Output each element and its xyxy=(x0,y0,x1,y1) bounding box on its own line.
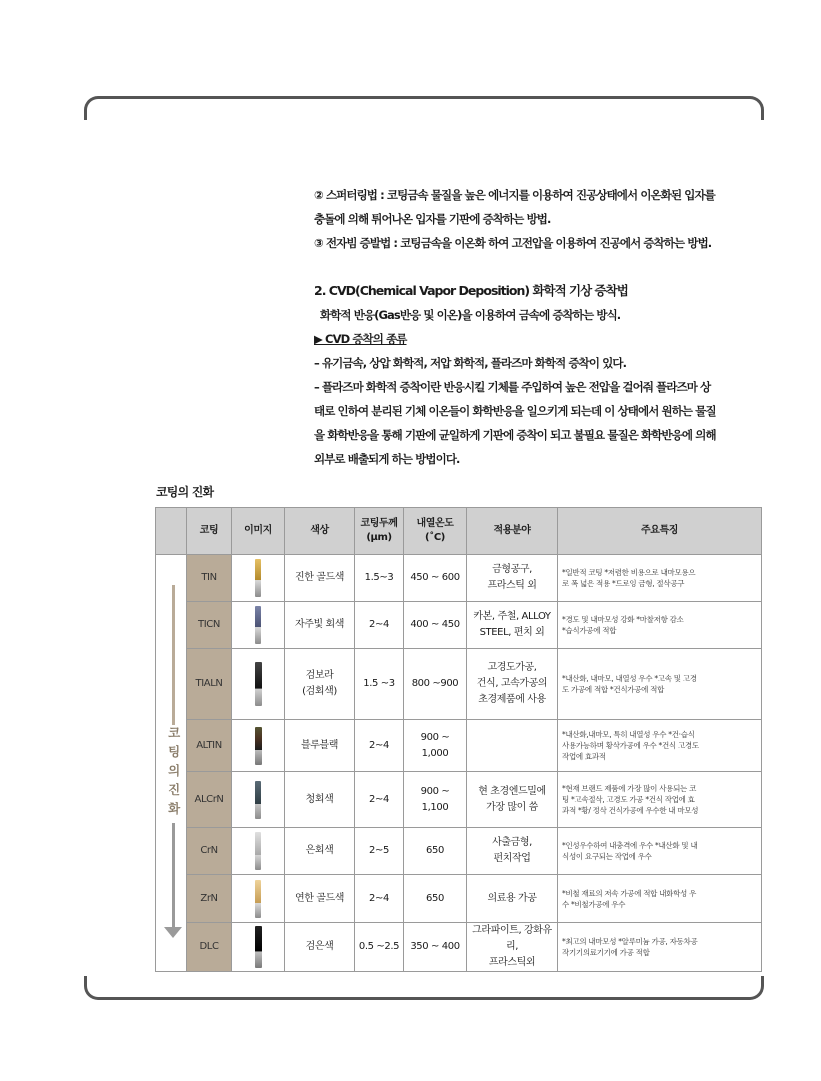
coating-color: 은회색 xyxy=(285,828,355,875)
coating-name: CrN xyxy=(187,828,232,875)
header-image: 이미지 xyxy=(232,508,285,555)
header-coating: 코팅 xyxy=(187,508,232,555)
end-mill-light-gold-icon xyxy=(255,880,261,918)
evolution-line-top xyxy=(172,585,175,725)
feat-line: *내산화,내마모, 특히 내열성 우수 *건·습식 xyxy=(562,730,695,739)
app-line: 금형공구, xyxy=(492,564,532,575)
feat-line: 수 *비철가공에 우수 xyxy=(562,899,626,909)
coating-name: DLC xyxy=(187,923,232,972)
coating-features xyxy=(558,649,762,720)
feat-line: 로 폭 넓은 적용 *드로잉 금형, 절삭공구 xyxy=(562,579,685,588)
feat-line: *인성우수하여 내충격에 우수 *내산화 및 내 xyxy=(562,841,698,850)
feat-line: 도 가공에 적합 *건식가공에 적합 xyxy=(562,685,665,694)
header-thickness-l2: (µm) xyxy=(366,532,392,543)
coating-application xyxy=(467,772,558,828)
app-line: 프라스틱외 xyxy=(488,957,536,968)
end-mill-black-icon xyxy=(255,662,262,706)
end-mill-blue-black-icon xyxy=(255,727,262,765)
feat-line: *현재 브랜드 제품에 가장 많이 사용되는 코 xyxy=(562,784,697,793)
coating-application xyxy=(467,649,558,720)
app-line: 프라스틱 외 xyxy=(487,580,537,591)
end-mill-silver-icon xyxy=(255,832,261,870)
coating-features xyxy=(558,772,762,828)
coating-name: TICN xyxy=(187,602,232,649)
tool-image xyxy=(232,875,285,923)
sputtering-line-1: ② 스퍼터링법 : 코팅금속 물질을 높은 에너지를 이용하여 진공상태에서 이온화된 입자를 xyxy=(314,188,715,202)
coating-application xyxy=(467,720,558,772)
cvd-types-item-2-line-1: – 플라즈마 화학적 증착이란 반응시킬 기체를 주입하여 높은 전압을 걸어줘 플라즈마 상 xyxy=(314,380,711,394)
coating-application xyxy=(467,923,558,972)
feat-line: *경도 및 내마모성 강화 *마찰저항 감소 xyxy=(562,615,684,624)
coating-application xyxy=(467,555,558,602)
coating-color xyxy=(285,649,355,720)
feat-line: 작기기의료기기에 가공 적합 xyxy=(562,948,650,957)
feat-line: 과적 *황/ 정삭 건식가공에 우수한 내 마모성 xyxy=(562,806,699,815)
tool-image xyxy=(232,555,285,602)
cvd-types-item-2-line-2: 태로 인하여 분리된 기체 이온들이 화학반응을 일으키게 되는데 이 상태에서 원하는 물질 xyxy=(314,404,716,418)
coating-color: 자주빛 회색 xyxy=(285,602,355,649)
tool-image xyxy=(232,649,285,720)
table-row xyxy=(156,828,762,875)
app-line: STEEL, 편치 외 xyxy=(479,627,545,638)
feat-line: 사용가능하며 황삭가공에 우수 *건식 고경도 xyxy=(562,741,699,750)
header-application: 적용분야 xyxy=(467,508,558,555)
color-line: (검회색) xyxy=(302,686,337,697)
frame-bottom-bracket xyxy=(84,976,764,1000)
app-line: 건식, 고속가공의 xyxy=(476,678,548,689)
coating-name: ALTIN xyxy=(187,720,232,772)
app-line: 카본, 주철, ALLOY xyxy=(473,611,551,622)
coating-features xyxy=(558,828,762,875)
coating-temp: 900 ~ 1,100 xyxy=(404,772,467,828)
app-line: 고경도가공, xyxy=(487,662,537,673)
sputtering-line-2: 충돌에 의해 튀어나온 입자를 기판에 증착하는 방법. xyxy=(314,212,551,226)
cvd-types-heading: ▶ CVD 증착의 종류 xyxy=(314,332,407,346)
feat-line: *내산화, 내마모, 내열성 우수 *고속 및 고경 xyxy=(562,674,697,683)
coating-name: TIALN xyxy=(187,649,232,720)
header-thickness xyxy=(355,508,404,555)
header-temp xyxy=(404,508,467,555)
coating-temp: 800 ~900 xyxy=(404,649,467,720)
app-line: 펀치작업 xyxy=(493,853,531,864)
evolution-label-text: 코팅의진화 xyxy=(168,725,180,816)
end-mill-blue-gray-icon xyxy=(255,781,261,819)
app-line: 가장 많이 씀 xyxy=(486,801,538,813)
arrow-down-icon xyxy=(164,927,182,938)
header-color: 색상 xyxy=(285,508,355,555)
coating-temp: 650 xyxy=(404,875,467,923)
coating-thickness: 2~4 xyxy=(355,772,404,828)
ebeam-line: ③ 전자빔 증발법 : 코팅금속을 이온화 하여 고전압을 이용하여 진공에서 증착하는 방법. xyxy=(314,236,712,250)
app-line: 초경제품에 사용 xyxy=(478,694,546,705)
color-line: 검보라 xyxy=(305,670,334,681)
coating-name: ZrN xyxy=(187,875,232,923)
coating-name: ALCrN xyxy=(187,772,232,828)
coating-thickness: 2~4 xyxy=(355,875,404,923)
header-evolution xyxy=(156,508,187,555)
tool-image xyxy=(232,720,285,772)
cvd-description: 화학적 반응(Gas반응 및 이온)을 이용하여 금속에 증착하는 방식. xyxy=(320,308,621,322)
end-mill-purple-gray-icon xyxy=(255,606,261,644)
evolution-column xyxy=(156,555,187,972)
coating-temp: 650 xyxy=(404,828,467,875)
feat-line: *비철 재료의 저속 가공에 적합 내화학성 우 xyxy=(562,888,697,898)
end-mill-black-spiral-icon xyxy=(255,926,262,968)
coating-table xyxy=(155,507,762,972)
feat-line: *습식가공에 적합 xyxy=(562,626,617,635)
evolution-label xyxy=(162,723,186,818)
coating-color: 연한 골드색 xyxy=(285,875,355,923)
tool-image xyxy=(232,772,285,828)
table-row xyxy=(156,602,762,649)
cvd-types-item-2-line-3: 을 화학반응을 통해 기판에 균일하게 기판에 증착이 되고 불필요 물질은 화학반응에 의해 xyxy=(314,428,716,442)
coating-temp: 900 ~ 1,000 xyxy=(404,720,467,772)
coating-temp: 400 ~ 450 xyxy=(404,602,467,649)
app-line: 그라파이트, 강화유리, xyxy=(472,925,552,952)
coating-temp: 350 ~ 400 xyxy=(404,923,467,972)
header-temp-l1: 내열온도 xyxy=(416,518,454,529)
table-row xyxy=(156,555,762,602)
coating-thickness: 2~4 xyxy=(355,720,404,772)
table-row xyxy=(156,923,762,972)
coating-application xyxy=(467,602,558,649)
cvd-types-item-1: – 유기금속, 상압 화학적, 저압 화학적, 플라즈마 화학적 증착이 있다. xyxy=(314,356,627,370)
table-header-row xyxy=(156,508,762,555)
feat-line: 팅 *고속절삭, 고경도 가공 *건식 작업에 효 xyxy=(562,795,695,804)
body-text xyxy=(314,183,754,471)
tool-image xyxy=(232,828,285,875)
table-row xyxy=(156,649,762,720)
coating-thickness: 0.5 ~2.5 xyxy=(355,923,404,972)
frame-top-bracket xyxy=(84,96,764,120)
feat-line: 작업에 효과적 xyxy=(562,752,606,761)
table-title: 코팅의 진화 xyxy=(156,485,214,499)
coating-thickness: 2~4 xyxy=(355,602,404,649)
coating-application xyxy=(467,828,558,875)
app-line: 현 초경엔드밀에 xyxy=(478,785,546,797)
header-features: 주요특징 xyxy=(558,508,762,555)
coating-name: TIN xyxy=(187,555,232,602)
app-line: 사출금형, xyxy=(492,837,532,848)
coating-features xyxy=(558,602,762,649)
header-temp-l2: (˚C) xyxy=(425,532,445,543)
coating-thickness: 2~5 xyxy=(355,828,404,875)
end-mill-gold-icon xyxy=(255,559,261,597)
table-row xyxy=(156,875,762,923)
cvd-types-item-2-line-4: 외부로 배출되게 하는 방법이다. xyxy=(314,452,460,466)
coating-features xyxy=(558,555,762,602)
table-row xyxy=(156,720,762,772)
header-thickness-l1: 코팅두께 xyxy=(360,518,398,529)
evolution-line-bottom xyxy=(172,823,175,927)
feat-line: *최고의 내마모성 *알루미늄 가공, 자동차공 xyxy=(562,937,698,946)
coating-thickness: 1.5~3 xyxy=(355,555,404,602)
cvd-section-title: 2. CVD(Chemical Vapor Deposition) 화학적 기상 증착법 xyxy=(314,283,628,298)
tool-image xyxy=(232,602,285,649)
coating-thickness: 1.5 ~3 xyxy=(355,649,404,720)
coating-features xyxy=(558,875,762,923)
coating-color: 검은색 xyxy=(285,923,355,972)
coating-color: 진한 골드색 xyxy=(285,555,355,602)
feat-line: *일반적 코팅 *저렴한 비용으로 내마모용으 xyxy=(562,568,696,577)
coating-temp: 450 ~ 600 xyxy=(404,555,467,602)
coating-features xyxy=(558,720,762,772)
coating-color: 블루블랙 xyxy=(285,720,355,772)
table-row xyxy=(156,772,762,828)
tool-image xyxy=(232,923,285,972)
coating-application: 의료용 가공 xyxy=(467,875,558,923)
feat-line: 식성이 요구되는 작업에 우수 xyxy=(562,852,652,861)
coating-color: 청회색 xyxy=(285,772,355,828)
coating-features xyxy=(558,923,762,972)
